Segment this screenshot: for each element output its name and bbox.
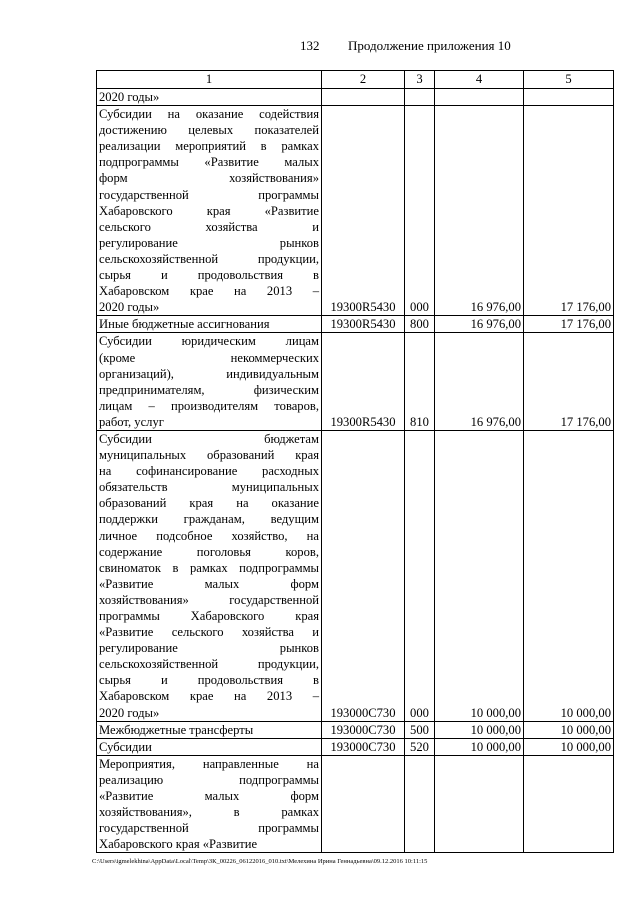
description-line: достижению целевых показателей	[99, 123, 319, 138]
description-line: на софинансирование расходных	[99, 464, 319, 479]
description-line: государственной программы	[99, 187, 319, 202]
row-value-2017: 17 176,00	[524, 106, 614, 316]
row-type: 520	[405, 738, 435, 755]
description-line: Межбюджетные трансферты	[99, 722, 254, 737]
description-line: Субсидии бюджетам	[99, 431, 319, 446]
row-value-2016: 10 000,00	[435, 738, 524, 755]
row-code: 193000С730	[322, 721, 405, 738]
row-description	[97, 755, 322, 853]
row-description	[97, 738, 322, 755]
page-number: 132	[300, 38, 320, 53]
description-line: свиноматок в рамках подпрограммы	[99, 560, 319, 575]
row-description	[97, 721, 322, 738]
column-number-1: 1	[97, 71, 322, 89]
row-value-2017	[524, 755, 614, 853]
description-line: подпрограммы «Развитие малых	[99, 155, 319, 170]
description-line: Хабаровском крае на 2013 –	[99, 689, 319, 704]
column-number-4: 4	[435, 71, 524, 89]
table-row	[97, 333, 614, 431]
row-description	[97, 106, 322, 316]
row-type: 800	[405, 316, 435, 333]
row-code: 19300R5430	[322, 106, 405, 316]
row-type: 000	[405, 430, 435, 721]
row-description	[97, 430, 322, 721]
description-line: 2020 годы»	[99, 90, 160, 104]
description-line: сельскохозяйственной продукции,	[99, 657, 319, 672]
row-value-2016	[435, 89, 524, 106]
row-code	[322, 89, 405, 106]
description-line: обязательств муниципальных	[99, 480, 319, 495]
description-line: предпринимателям, физическим	[99, 382, 319, 397]
description-line: «Развитие сельского хозяйства и	[99, 625, 319, 640]
row-value-2016: 16 976,00	[435, 333, 524, 431]
description-line: «Развитие малых форм	[99, 576, 319, 591]
row-description	[97, 333, 322, 431]
description-line: Хабаровском крае на 2013 –	[99, 284, 319, 299]
row-code: 19300R5430	[322, 333, 405, 431]
row-value-2016: 16 976,00	[435, 316, 524, 333]
page-title: Продолжение приложения 10	[348, 38, 511, 53]
description-line: лицам – производителям товаров,	[99, 398, 319, 413]
column-number-2: 2	[322, 71, 405, 89]
description-line: сырья и продовольствия в	[99, 673, 319, 688]
row-type: 000	[405, 106, 435, 316]
row-value-2017: 10 000,00	[524, 721, 614, 738]
description-line: 2020 годы»	[99, 300, 160, 315]
page-header	[0, 38, 640, 58]
row-value-2016: 10 000,00	[435, 721, 524, 738]
row-value-2017: 10 000,00	[524, 738, 614, 755]
budget-table	[96, 70, 614, 853]
description-line: (кроме некоммерческих	[99, 350, 319, 365]
row-value-2016: 10 000,00	[435, 430, 524, 721]
description-line: сельского хозяйства и	[99, 219, 319, 234]
table-row	[97, 106, 614, 316]
table-row	[97, 89, 614, 106]
row-type	[405, 755, 435, 853]
description-line: сельскохозяйственной продукции,	[99, 251, 319, 266]
row-code: 19300R5430	[322, 316, 405, 333]
description-line: образований края на оказание	[99, 496, 319, 511]
table-row	[97, 316, 614, 333]
row-value-2017: 17 176,00	[524, 333, 614, 431]
description-line: Мероприятия, направленные на	[99, 756, 319, 771]
description-line: форм хозяйствования»	[99, 171, 319, 186]
row-value-2017: 10 000,00	[524, 430, 614, 721]
column-number-5: 5	[524, 71, 614, 89]
row-type	[405, 89, 435, 106]
description-line: поддержки гражданам, ведущим	[99, 512, 319, 527]
description-line: Хабаровского края «Развитие	[99, 203, 319, 218]
description-line: Хабаровского края «Развитие	[99, 837, 258, 852]
description-line: хозяйствования» государственной	[99, 592, 319, 607]
description-line: муниципальных образований края	[99, 448, 319, 463]
description-line: личное подсобное хозяйство, на	[99, 528, 319, 543]
row-value-2016	[435, 755, 524, 853]
row-type: 810	[405, 333, 435, 431]
row-value-2016: 16 976,00	[435, 106, 524, 316]
table-body	[97, 71, 614, 853]
description-line: регулирование рынков	[99, 235, 319, 250]
description-line: работ, услуг	[99, 414, 164, 429]
row-type: 500	[405, 721, 435, 738]
description-line: 2020 годы»	[99, 705, 160, 720]
description-line: реализацию подпрограммы	[99, 772, 319, 787]
description-line: Иные бюджетные ассигнования	[99, 317, 270, 332]
description-line: «Развитие малых форм	[99, 789, 319, 804]
row-code: 193000С730	[322, 430, 405, 721]
file-path-footer: C:\Users\igmelekhina\AppData\Local\Temp\ЗК_00226_06122016_010.txt\Мелехина Ирина Геннадьевна\09.12.2016 10:11:15	[92, 858, 428, 865]
row-code	[322, 755, 405, 853]
table-row	[97, 755, 614, 853]
row-code: 193000С730	[322, 738, 405, 755]
description-line: Субсидии юридическим лицам	[99, 334, 319, 349]
description-line: содержание поголовья коров,	[99, 544, 319, 559]
table-row	[97, 721, 614, 738]
row-description	[97, 89, 322, 106]
row-value-2017: 17 176,00	[524, 316, 614, 333]
row-description	[97, 316, 322, 333]
table-header-row	[97, 71, 614, 89]
description-line: Субсидии на оказание содействия	[99, 107, 319, 122]
row-value-2017	[524, 89, 614, 106]
description-line: программы Хабаровского края	[99, 609, 319, 623]
description-line: Субсидии	[99, 739, 152, 754]
column-number-3: 3	[405, 71, 435, 89]
description-line: сырья и продовольствия в	[99, 268, 319, 283]
description-line: государственной программы	[99, 821, 319, 836]
description-line: реализации мероприятий в рамках	[99, 139, 319, 154]
description-line: хозяйствования», в рамках	[99, 805, 319, 820]
description-line: организаций), индивидуальным	[99, 366, 319, 381]
description-line: регулирование рынков	[99, 641, 319, 656]
table-row	[97, 430, 614, 721]
table-row	[97, 738, 614, 755]
